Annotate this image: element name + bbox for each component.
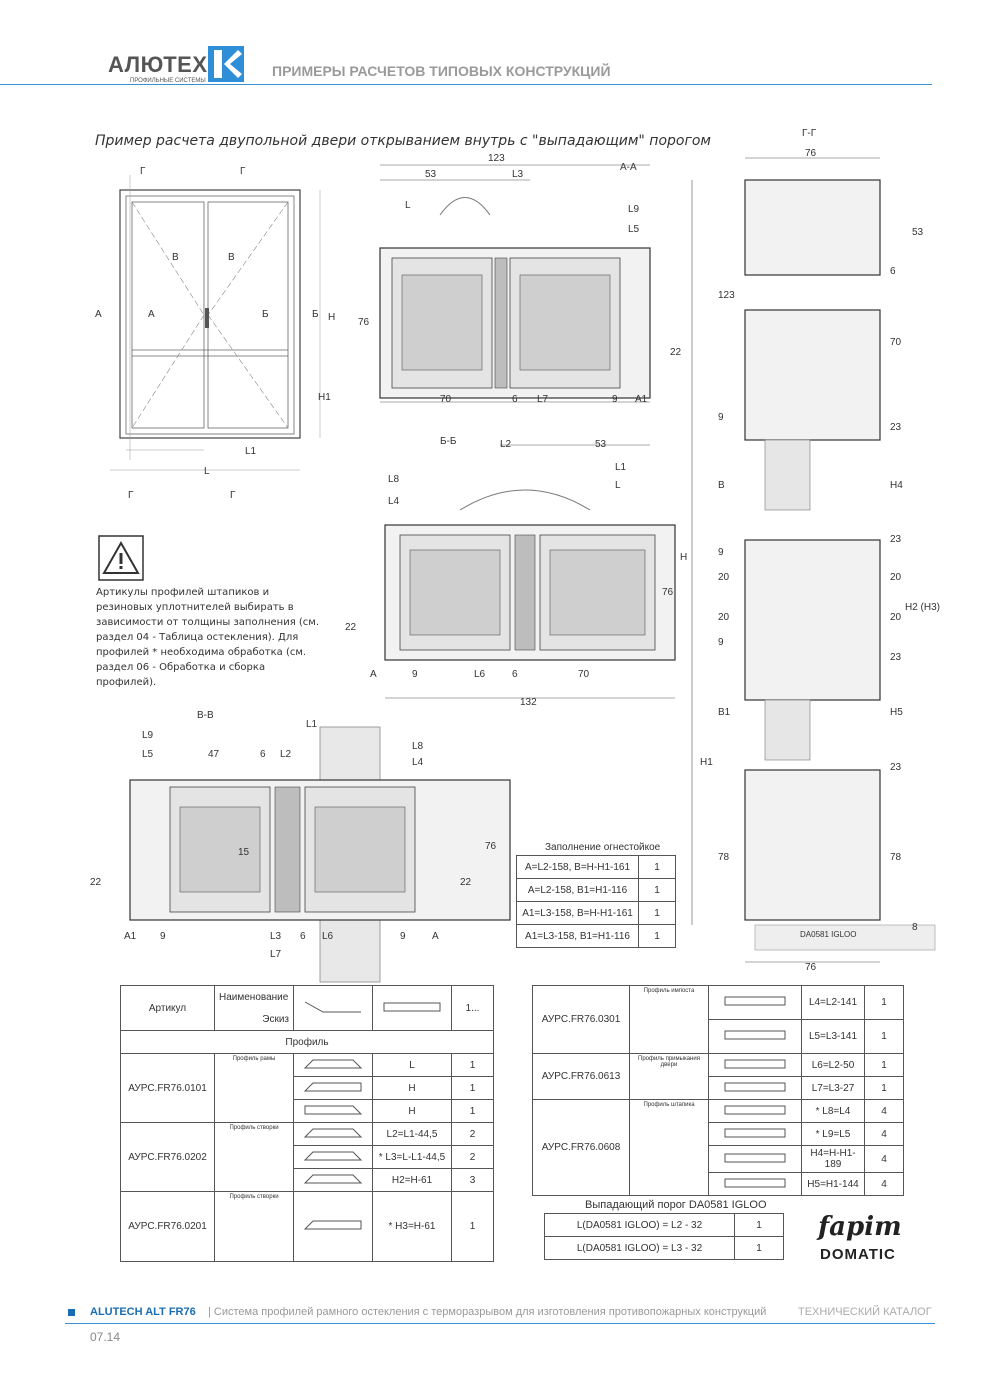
shape-cell: [294, 1054, 373, 1077]
fill-qty: 1: [639, 856, 676, 879]
brand-logo-text: АЛЮТЕХ: [108, 52, 208, 77]
dim-gg-78-right: 78: [890, 852, 902, 863]
sketch-cell: [294, 986, 373, 1031]
dim-aa-53: 53: [425, 169, 437, 180]
label-l1: L1: [245, 446, 257, 457]
profile-sketch-label: Профиль примыкания двери: [630, 1054, 709, 1100]
dim-vv-l1: L1: [306, 719, 318, 730]
threshold-table-title: Выпадающий порог DA0581 IGLOO: [585, 1199, 767, 1211]
dim-vv-l7: L7: [270, 949, 282, 960]
formula-cell: * L8=L4: [802, 1100, 865, 1123]
sketch-cell: [373, 986, 452, 1031]
footer-brand: ALUTECH ALT FR76: [90, 1306, 196, 1318]
shape-cell: [294, 1169, 373, 1192]
footer-divider: [65, 1323, 935, 1324]
fill-qty: 1: [639, 925, 676, 948]
qty-cell: 4: [865, 1123, 904, 1146]
shape-cell: [709, 1054, 802, 1077]
table-row: [533, 1100, 904, 1123]
table-row: [121, 1192, 494, 1262]
trapezoid-icon: [303, 1082, 363, 1092]
section-aa-drawing: [350, 150, 682, 420]
table-row: [517, 856, 676, 879]
profile-table-right: [532, 985, 904, 1196]
table-row: [121, 1123, 494, 1146]
dim-gg-53: 53: [912, 227, 924, 238]
shape-cell: [709, 986, 802, 1020]
note-text: Артикулы профилей штапиков и резиновых уплотнителей выбирать в зависимости от толщины заполнения (см. раздел 04 - Таблица остекления). Для профилей * необходима обработка (см. раздел 06 - Обработка и сборка профилей).: [96, 587, 320, 688]
section-label-aa: А-А: [620, 162, 637, 173]
fill-formula: A=L2-158, B=H-H1-161: [517, 856, 639, 879]
fill-formula: A=L2-158, B1=H1-116: [517, 879, 639, 902]
dim-bb-6: 6: [512, 669, 518, 680]
formula-cell: L5=L3-141: [802, 1020, 865, 1054]
header-name: Наименование: [215, 986, 294, 1009]
dim-bb-132: 132: [520, 697, 537, 708]
trapezoid-icon: [303, 1151, 363, 1161]
dim-bb-l2: L2: [500, 439, 512, 450]
formula-cell: H2=H-61: [373, 1169, 452, 1192]
dim-vv-l9: L9: [142, 730, 154, 741]
dim-gg-76-bottom: 76: [805, 962, 817, 973]
label-h: H: [328, 312, 336, 323]
formula-cell: * L9=L5: [802, 1123, 865, 1146]
dim-aa-l7: L7: [537, 394, 549, 405]
dim-gg-9-1: 9: [718, 412, 724, 423]
qty-cell: 1: [735, 1214, 784, 1237]
profile-sketch-label: Профиль створки: [215, 1192, 294, 1262]
shape-cell: [294, 1123, 373, 1146]
shape-cell: [709, 1100, 802, 1123]
qty-cell: 2: [452, 1146, 494, 1169]
qty-cell: 3: [452, 1169, 494, 1192]
dim-gg-23-3: 23: [890, 652, 902, 663]
qty-cell: 4: [865, 1146, 904, 1173]
dim-vv-l4: L4: [412, 757, 424, 768]
dim-gg-76-top: 76: [805, 148, 817, 159]
profile-sketch-icon: [382, 1000, 442, 1014]
dim-vv-9-left: 9: [160, 931, 166, 942]
dim-gg-23-2: 23: [890, 534, 902, 545]
footer-description: | Система профилей рамного остекления с терморазрывом для изготовления противопожарных конструкций: [208, 1306, 767, 1318]
trapezoid-icon: [303, 1059, 363, 1069]
shape-cell: [709, 1146, 802, 1173]
qty-cell: 1: [452, 1100, 494, 1123]
dim-bb-l8: L8: [388, 474, 400, 485]
qty-cell: 1: [865, 1020, 904, 1054]
dim-bb-a: A: [370, 669, 377, 680]
article-cell: АУРС.FR76.0201: [121, 1192, 215, 1262]
dim-vv-l5: L5: [142, 749, 154, 760]
formula-cell: * L3=L-L1-44,5: [373, 1146, 452, 1169]
fill-formula: A1=L3-158, B1=H1-116: [517, 925, 639, 948]
dim-bb-l6: L6: [474, 669, 486, 680]
table-row: [533, 1054, 904, 1077]
qty-cell: 1: [452, 1054, 494, 1077]
table-row: [517, 902, 676, 925]
article-cell: АУРС.FR76.0101: [121, 1054, 215, 1123]
dim-aa-70: 70: [440, 394, 452, 405]
dim-bb-l: L: [615, 480, 621, 491]
dim-aa-l9: L9: [628, 204, 640, 215]
profile-sketch-label: Профиль рамы: [215, 1054, 294, 1123]
formula-cell: * H3=H-61: [373, 1192, 452, 1262]
section-profile: Профиль: [121, 1031, 494, 1054]
formula-cell: L2=L1-44,5: [373, 1123, 452, 1146]
dim-aa-a1: A1: [635, 394, 648, 405]
formula-cell: L4=L2-141: [802, 986, 865, 1020]
brand-logo-subtitle: ПРОФИЛЬНЫЕ СИСТЕМЫ: [130, 78, 206, 84]
door-elevation-drawing: [90, 160, 340, 510]
dim-gg-9-3: 9: [718, 637, 724, 648]
label-g-top-right: Г: [240, 166, 246, 177]
dim-vv-a: A: [432, 931, 439, 942]
dim-bb-53: 53: [595, 439, 607, 450]
qty-cell: 4: [865, 1173, 904, 1196]
dim-gg-20-2: 20: [890, 572, 902, 583]
rect-profile-icon: [724, 1178, 786, 1188]
formula-cell: H4=H-H1-189: [802, 1146, 865, 1173]
dim-bb-76: 76: [662, 587, 674, 598]
dim-gg-70: 70: [890, 337, 902, 348]
trapezoid-icon: [303, 1105, 363, 1115]
dim-vv-15: 15: [238, 847, 250, 858]
profile-sketch-icon: [303, 1000, 363, 1014]
section-gg-drawing: [690, 140, 941, 975]
dim-vv-l3: L3: [270, 931, 282, 942]
label-g-bottom-left: Г: [128, 490, 134, 501]
profile-table-left: [120, 985, 494, 1262]
dim-gg-23-4: 23: [890, 762, 902, 773]
qty-cell: 1: [452, 1192, 494, 1262]
dim-vv-22-right: 22: [460, 877, 472, 888]
dim-aa-22: 22: [670, 347, 682, 358]
article-cell: АУРС.FR76.0301: [533, 986, 630, 1054]
dim-gg-20-1: 20: [718, 572, 730, 583]
dim-gg-123: 123: [718, 290, 735, 301]
dim-gg-threshold-label: DA0581 IGLOO: [800, 930, 857, 939]
label-v-left: В: [172, 252, 179, 263]
dim-gg-20-3: 20: [718, 612, 730, 623]
section-label-gg: Г-Г: [802, 128, 817, 139]
table-row: [517, 879, 676, 902]
dim-vv-47: 47: [208, 749, 220, 760]
trapezoid-icon: [303, 1174, 363, 1184]
formula-cell: H5=H1-144: [802, 1173, 865, 1196]
label-g-bottom-right: Г: [230, 490, 236, 501]
dim-aa-6: 6: [512, 394, 518, 405]
footer-square-icon: [68, 1309, 75, 1316]
rect-profile-icon: [724, 1059, 786, 1069]
fill-qty: 1: [639, 902, 676, 925]
dim-vv-9-right: 9: [400, 931, 406, 942]
dim-bb-70: 70: [578, 669, 590, 680]
header-title: ПРИМЕРЫ РАСЧЕТОВ ТИПОВЫХ КОНСТРУКЦИЙ: [272, 63, 611, 79]
qty-cell: 2: [452, 1123, 494, 1146]
qty-cell: 1: [735, 1237, 784, 1260]
dim-gg-78-left: 78: [718, 852, 730, 863]
article-cell: АУРС.FR76.0608: [533, 1100, 630, 1196]
table-row: [517, 925, 676, 948]
dim-bb-h: H: [680, 552, 688, 563]
label-h1: H1: [318, 392, 331, 403]
dim-vv-6: 6: [260, 749, 266, 760]
page-number: 07.14: [90, 1330, 121, 1344]
qty-cell: 1: [865, 1054, 904, 1077]
formula-cell: L6=L2-50: [802, 1054, 865, 1077]
dim-gg-h1: H1: [700, 757, 713, 768]
profile-sketch-label: Профиль импоста: [630, 986, 709, 1054]
dim-gg-h2-h3: H2 (H3): [905, 602, 941, 613]
fill-formula: A1=L3-158, B=H-H1-161: [517, 902, 639, 925]
dim-gg-h5: H5: [890, 707, 903, 718]
dim-aa-l5: L5: [628, 224, 640, 235]
dim-gg-b1: B1: [718, 707, 731, 718]
dim-vv-l6: L6: [322, 931, 334, 942]
dim-vv-22-left: 22: [90, 877, 102, 888]
qty-cell: 1: [865, 986, 904, 1020]
table-row: [545, 1237, 784, 1260]
dim-vv-l8: L8: [412, 741, 424, 752]
dim-aa-76: 76: [358, 317, 370, 328]
rect-profile-icon: [724, 996, 786, 1006]
profile-sketch-label: Профиль штапика: [630, 1100, 709, 1196]
header-divider: [0, 84, 932, 85]
rect-profile-icon: [724, 1128, 786, 1138]
formula-cell: L: [373, 1054, 452, 1077]
rect-profile-icon: [724, 1105, 786, 1115]
dim-bb-l4: L4: [388, 496, 400, 507]
dim-gg-b: B: [718, 480, 725, 491]
domatic-logo: DOMATIC: [820, 1246, 896, 1263]
table-row: [533, 986, 904, 1020]
dim-gg-h4: H4: [890, 480, 903, 491]
shape-cell: [709, 1077, 802, 1100]
dim-aa-123: 123: [488, 153, 505, 164]
qty-cell: 4: [865, 1100, 904, 1123]
trapezoid-icon: [303, 1220, 363, 1230]
dim-aa-l3: L3: [512, 169, 524, 180]
qty-cell: 1: [452, 1077, 494, 1100]
formula-cell: H: [373, 1100, 452, 1123]
dim-vv-76: 76: [485, 841, 497, 852]
shape-cell: [294, 1146, 373, 1169]
label-a-left-2: A: [148, 309, 155, 320]
section-bb-drawing: [340, 430, 690, 710]
threshold-table: [544, 1213, 784, 1260]
section-vv-drawing: [80, 712, 510, 982]
formula-cell: H: [373, 1077, 452, 1100]
formula-cell: L7=L3-27: [802, 1077, 865, 1100]
dim-vv-a1: A1: [124, 931, 137, 942]
header-sketch: Эскиз: [215, 1008, 294, 1031]
profile-sketch-label: Профиль створки: [215, 1123, 294, 1192]
label-b-right-2: Б: [312, 309, 319, 320]
section-label-vv: В-В: [197, 710, 214, 721]
fapim-logo: fapim: [818, 1212, 902, 1242]
header-count: 1...: [452, 986, 494, 1031]
dim-gg-8: 8: [912, 922, 918, 933]
dim-bb-l1: L1: [615, 462, 627, 473]
rect-profile-icon: [724, 1082, 786, 1092]
dim-bb-9: 9: [412, 669, 418, 680]
article-cell: АУРС.FR76.0202: [121, 1123, 215, 1192]
table-row: [545, 1214, 784, 1237]
table-row: [121, 1054, 494, 1077]
dim-vv-l2: L2: [280, 749, 292, 760]
shape-cell: [294, 1192, 373, 1262]
label-g-top-left: Г: [140, 166, 146, 177]
warning-icon: [98, 535, 144, 581]
section-label-bb: Б-Б: [440, 436, 457, 447]
shape-cell: [709, 1173, 802, 1196]
label-a-left-1: A: [95, 309, 102, 320]
shape-cell: [294, 1077, 373, 1100]
shape-cell: [294, 1100, 373, 1123]
dim-bb-22: 22: [345, 622, 357, 633]
brand-logo-mark: [208, 46, 244, 82]
formula-cell: L(DA0581 IGLOO) = L3 - 32: [545, 1237, 735, 1260]
qty-cell: 1: [865, 1077, 904, 1100]
formula-cell: L(DA0581 IGLOO) = L2 - 32: [545, 1214, 735, 1237]
dim-aa-l: L: [405, 200, 411, 211]
footer-catalog: ТЕХНИЧЕСКИЙ КАТАЛОГ: [798, 1306, 932, 1318]
rect-profile-icon: [724, 1030, 786, 1040]
label-l: L: [204, 466, 210, 477]
fill-qty: 1: [639, 879, 676, 902]
dim-gg-23-1: 23: [890, 422, 902, 433]
logo-k-icon: [208, 46, 244, 82]
fill-table-title: Заполнение огнестойкое: [545, 842, 661, 853]
dim-gg-20-4: 20: [890, 612, 902, 623]
rect-profile-icon: [724, 1153, 786, 1163]
shape-cell: [709, 1123, 802, 1146]
page-title: Пример расчета двупольной двери открыванием внутрь с "выпадающим" порогом: [95, 133, 711, 149]
trapezoid-icon: [303, 1128, 363, 1138]
label-v-right: В: [228, 252, 235, 263]
shape-cell: [709, 1020, 802, 1054]
dim-gg-6: 6: [890, 266, 896, 277]
fill-table: [516, 855, 676, 948]
header-article: Артикул: [121, 986, 215, 1031]
dim-vv-6-bottom: 6: [300, 931, 306, 942]
dim-aa-9: 9: [612, 394, 618, 405]
article-cell: АУРС.FR76.0613: [533, 1054, 630, 1100]
label-b-right-1: Б: [262, 309, 269, 320]
dim-gg-9-2: 9: [718, 547, 724, 558]
